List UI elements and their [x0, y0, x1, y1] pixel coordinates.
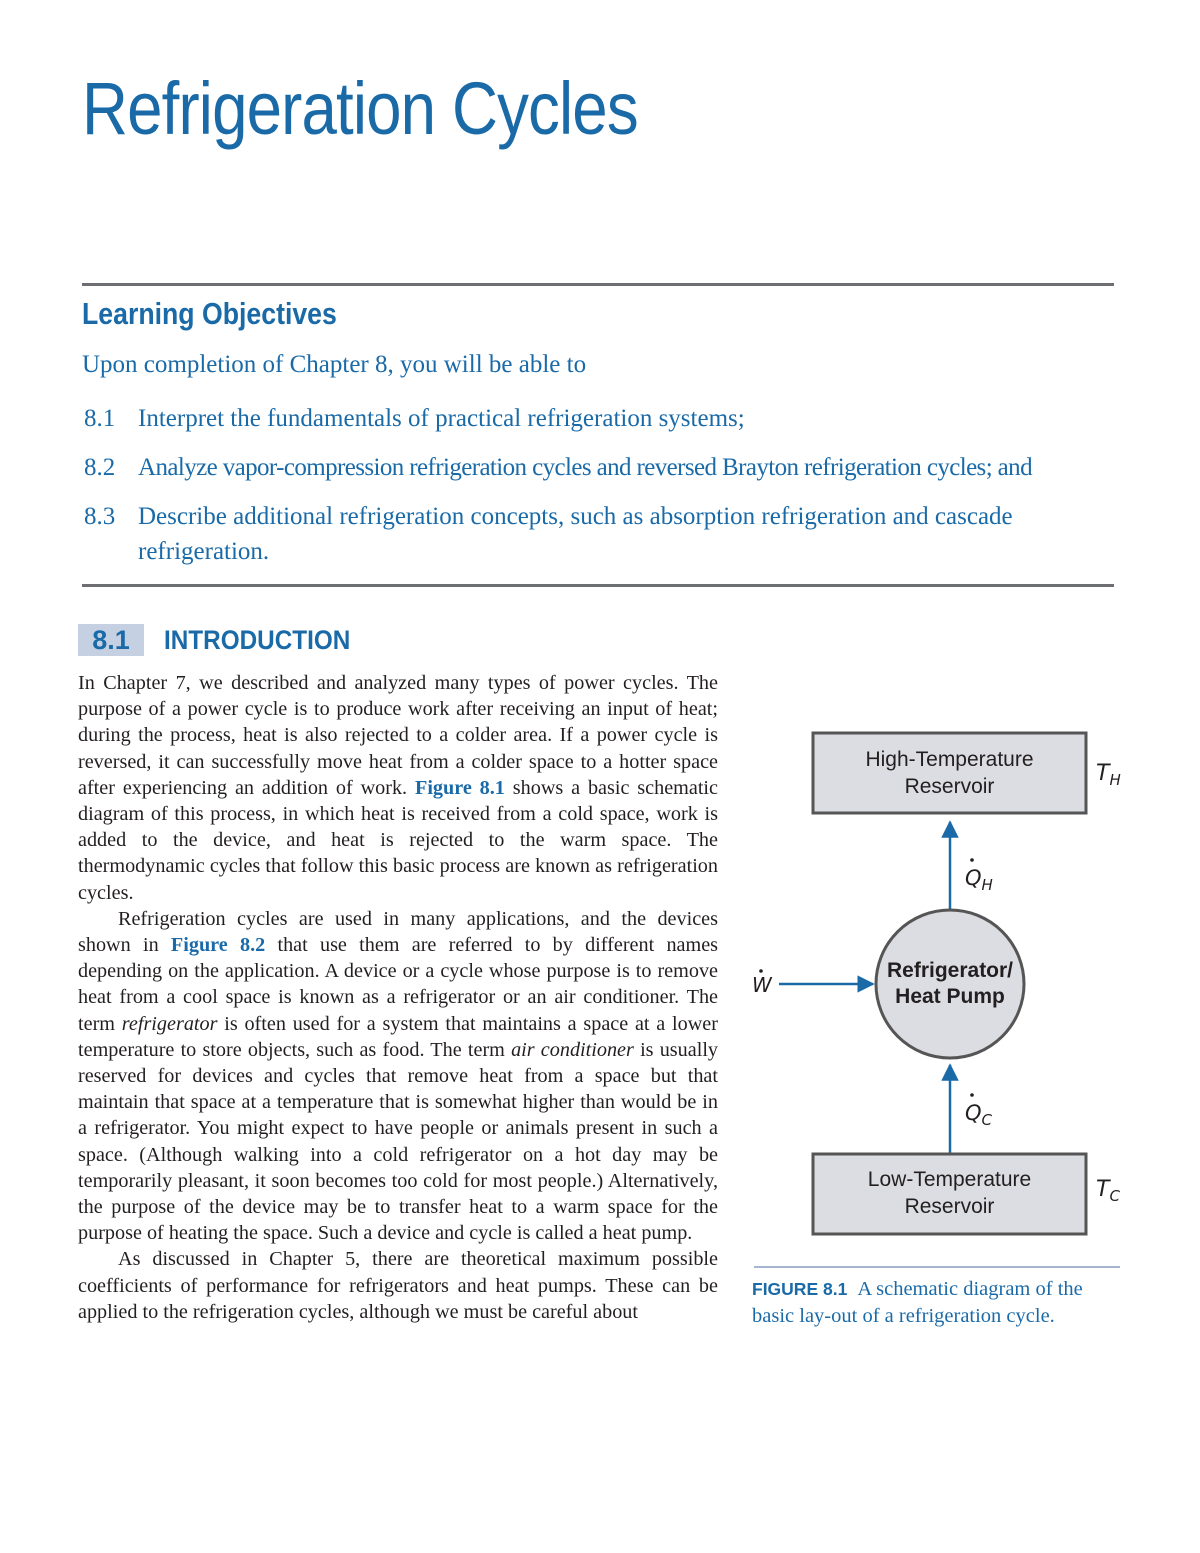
section-number: 8.1 [78, 624, 144, 656]
term-refrigerator: refrigerator [121, 1012, 218, 1035]
qc-label: $Q_C$ [965, 1101, 993, 1129]
objective-item [82, 450, 1114, 485]
refrigeration-cycle-diagram [745, 720, 1145, 1250]
w-label: W [752, 973, 772, 997]
qh-label: $Q_H$ [965, 866, 993, 894]
objective-item [82, 499, 1114, 569]
figure-8-2-link[interactable]: Figure 8.2 [170, 934, 266, 957]
learning-objectives-intro: Upon completion of Chapter 8, you will be able to [82, 351, 587, 378]
objective-text: Describe additional refrigeration concepts, such as absorption refrigeration and cascade refrigeration. [138, 503, 1013, 565]
tc-label: $T_C$ [1096, 1177, 1120, 1205]
section-title: INTRODUCTION [164, 625, 351, 655]
bottom-divider [82, 584, 1114, 587]
objective-text: Interpret the fundamentals of practical refrigeration systems; [138, 405, 745, 432]
objective-text: Analyze vapor-compression refrigeration cycles and reversed Brayton refrigeration cycles; and [138, 454, 1032, 481]
objective-number: 8.3 [84, 503, 116, 530]
top-divider [82, 283, 1114, 286]
term-air-conditioner: air conditioner [511, 1038, 634, 1061]
high-reservoir-label: High-Temperature [865, 748, 1034, 771]
body-text [78, 670, 718, 1325]
paragraph-1: In Chapter 7, we described and analyzed many types of power cycles. The purpose of a power cycle is to produce work after receiving an input of heat; during the process, heat is also rejected to a colder area. If a power cycle is reversed, it can successfully move heat from a colder space to a hotter space after experiencing an addition of work. Figure 8.1 shows a basic schematic diagram of this process, in which heat is received from a cold space, work is added to the device, and heat is rejected to the warm space. The thermodynamic cycles that follow this basic process are known as refrigeration cycles. [78, 672, 719, 904]
paragraph-2: Refrigeration cycles are used in many applications, and the devices shown in Figure 8.2 that use them are referred to by different names depending on the application. A device or a cycle whose purpose is to remove heat from a cool space is known as a refrigerator or an air conditioner. The term refrigerator is often used for a system that maintains a space at a lower temperature to store objects, such as food. The term air conditioner is usually reserved for devices and cycles that remove heat from a space but that maintain that space at a temperature that is somewhat higher than would be in a refrigerator. You might expect to have people or animals present in such a space. (Although walking into a cold refrigerator on a hot day may be temporarily pleasant, it soon becomes too cold for most people.) Alternatively, the purpose of the device may be to transfer heat to a warm space for the purpose of heating the space. Such a device and cycle is called a heat pump. [78, 907, 719, 1245]
figure-caption-label: FIGURE 8.1 [752, 1279, 848, 1299]
qc-dot [970, 1093, 974, 1097]
high-temperature-reservoir-box [813, 733, 1086, 813]
qh-dot [970, 858, 974, 862]
device-label: Refrigerator/ [886, 959, 1014, 982]
low-reservoir-label: Reservoir [904, 1195, 995, 1218]
figure-caption-text: A schematic diagram of the basic lay-out of a refrigeration cycle. [752, 1278, 1083, 1327]
low-reservoir-label: Low-Temperature [867, 1168, 1032, 1191]
device-label: Heat Pump [895, 985, 1005, 1008]
th-label: $T_H$ [1096, 761, 1121, 789]
figure-caption-divider [754, 1266, 1120, 1268]
paragraph-3: As discussed in Chapter 5, there are theoretical maximum possible coefficients of performance for refrigerators and heat pumps. These can be applied to the refrigeration cycles, although we must be careful about [78, 1248, 718, 1323]
figure-8-1-link[interactable]: Figure 8.1 [414, 776, 505, 799]
refrigerator-heat-pump-circle [876, 910, 1024, 1058]
w-dot [759, 969, 763, 973]
objective-number: 8.1 [84, 405, 116, 432]
chapter-title: Refrigeration Cycles [82, 67, 638, 150]
objective-number: 8.2 [84, 454, 116, 481]
figure-caption [752, 1276, 1124, 1330]
high-reservoir-label: Reservoir [904, 775, 995, 798]
objective-item [82, 401, 1114, 436]
learning-objectives-heading: Learning Objectives [82, 296, 337, 331]
low-temperature-reservoir-box [813, 1154, 1086, 1234]
